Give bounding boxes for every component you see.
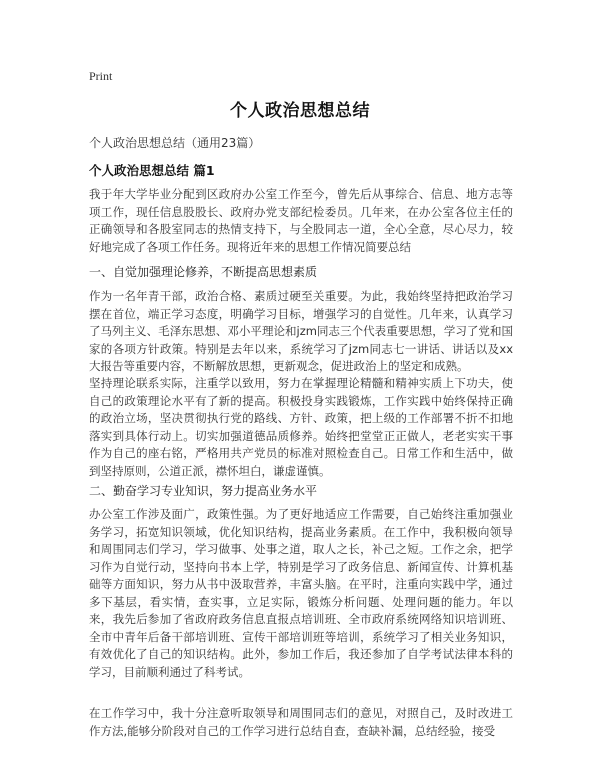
document-title: 个人政治思想总结 (230, 101, 370, 121)
heading-one: 一、自觉加强理论修养，不断提高思想素质 (89, 265, 318, 279)
print-label: Print (89, 69, 113, 83)
paragraph-study: 办公室工作涉及面广，政策性强。为了更好地适应工作需要，自己始终注重加强业务学习，拓宽知识领域，优化知识结构，提高业务素质。在工作中，我积极向领导和周围同志们学习，学习做事、处事之道，取人之长，补己之短。工作之余，把学习作为自觉行动，坚持向书本上学，特别是学习了政务信息、新闻宣传、计算机基础等方面知识，努力从书中汲取营养，丰富头脑。在平时，注重向实践中学，通过多下基层，看实情，查实事，立足实际，锻炼分析问题、处理问题的能力。年以来，我先后参加了省政府政务信息直报点培训班、全市政府系统网络知识培训班、全市中青年后备干部培训班、宣传干部培训班等培训，系统学习了相关业务知识，有效优化了自己的知识结构。此外，参加工作后，我还参加了自学考试法律本科的学习，目前顺利通过了科考试。 (89, 507, 513, 679)
paragraph-feedback: 在工作学习中，我十分注意听取领导和周围同志们的意见，对照自己，及时改进工作方法,能够分阶段对自己的工作学习进行总结自查，查缺补漏，总结经验，接受 (89, 706, 513, 738)
heading-two: 二、勤奋学习专业知识，努力提高业务水平 (89, 484, 318, 498)
paragraph-theory: 作为一名年青干部，政治合格、素质过硬至关重要。为此，我始终坚持把政治学习摆在首位，端正学习态度，明确学习目标，增强学习的自觉性。几年来，认真学习了马列主义、毛泽东思想、邓小平理论和jzm同志三个代表重要思想，学习了党和国家的各项方针政策。特别是去年以来，系统学习了jzm同志七一讲话、讲话以及xx大报告等重要内容，不断解放思想，更新观念，促进政治上的坚定和成熟。 (89, 289, 513, 373)
paragraph-practice: 坚持理论联系实际，注重学以致用，努力在掌握理论精髓和精神实质上下功夫，使自己的政策理论水平有了新的提高。积极投身实践锻炼，工作实践中始终保持正确的政治立场，坚决贯彻执行党的路线、方针、政策，把上级的工作部署不折不扣地落实到具体行动上。切实加强道德品质修养。始终把堂堂正正做人，老老实实干事作为自己的座右铭，严格用共产党员的标准对照检查自己。日常工作和生活中，做到坚持原则，公道正派，襟怀坦白，谦虚谨慎。 (89, 376, 513, 478)
section-title: 个人政治思想总结 篇1 (89, 163, 215, 178)
paragraph-intro: 我于年大学毕业分配到区政府办公室工作至今，曾先后从事综合、信息、地方志等项工作，现任信息股股长、政府办党支部纪检委员。几年来，在办公室各位主任的正确领导和各股室同志的热情支持下，与全股同志一道，全心全意，尽心尽力，较好地完成了各项工作任务。现将近年来的思想工作情况简要总结 (89, 187, 513, 254)
document-subtitle: 个人政治思想总结（通用23篇） (89, 136, 261, 150)
